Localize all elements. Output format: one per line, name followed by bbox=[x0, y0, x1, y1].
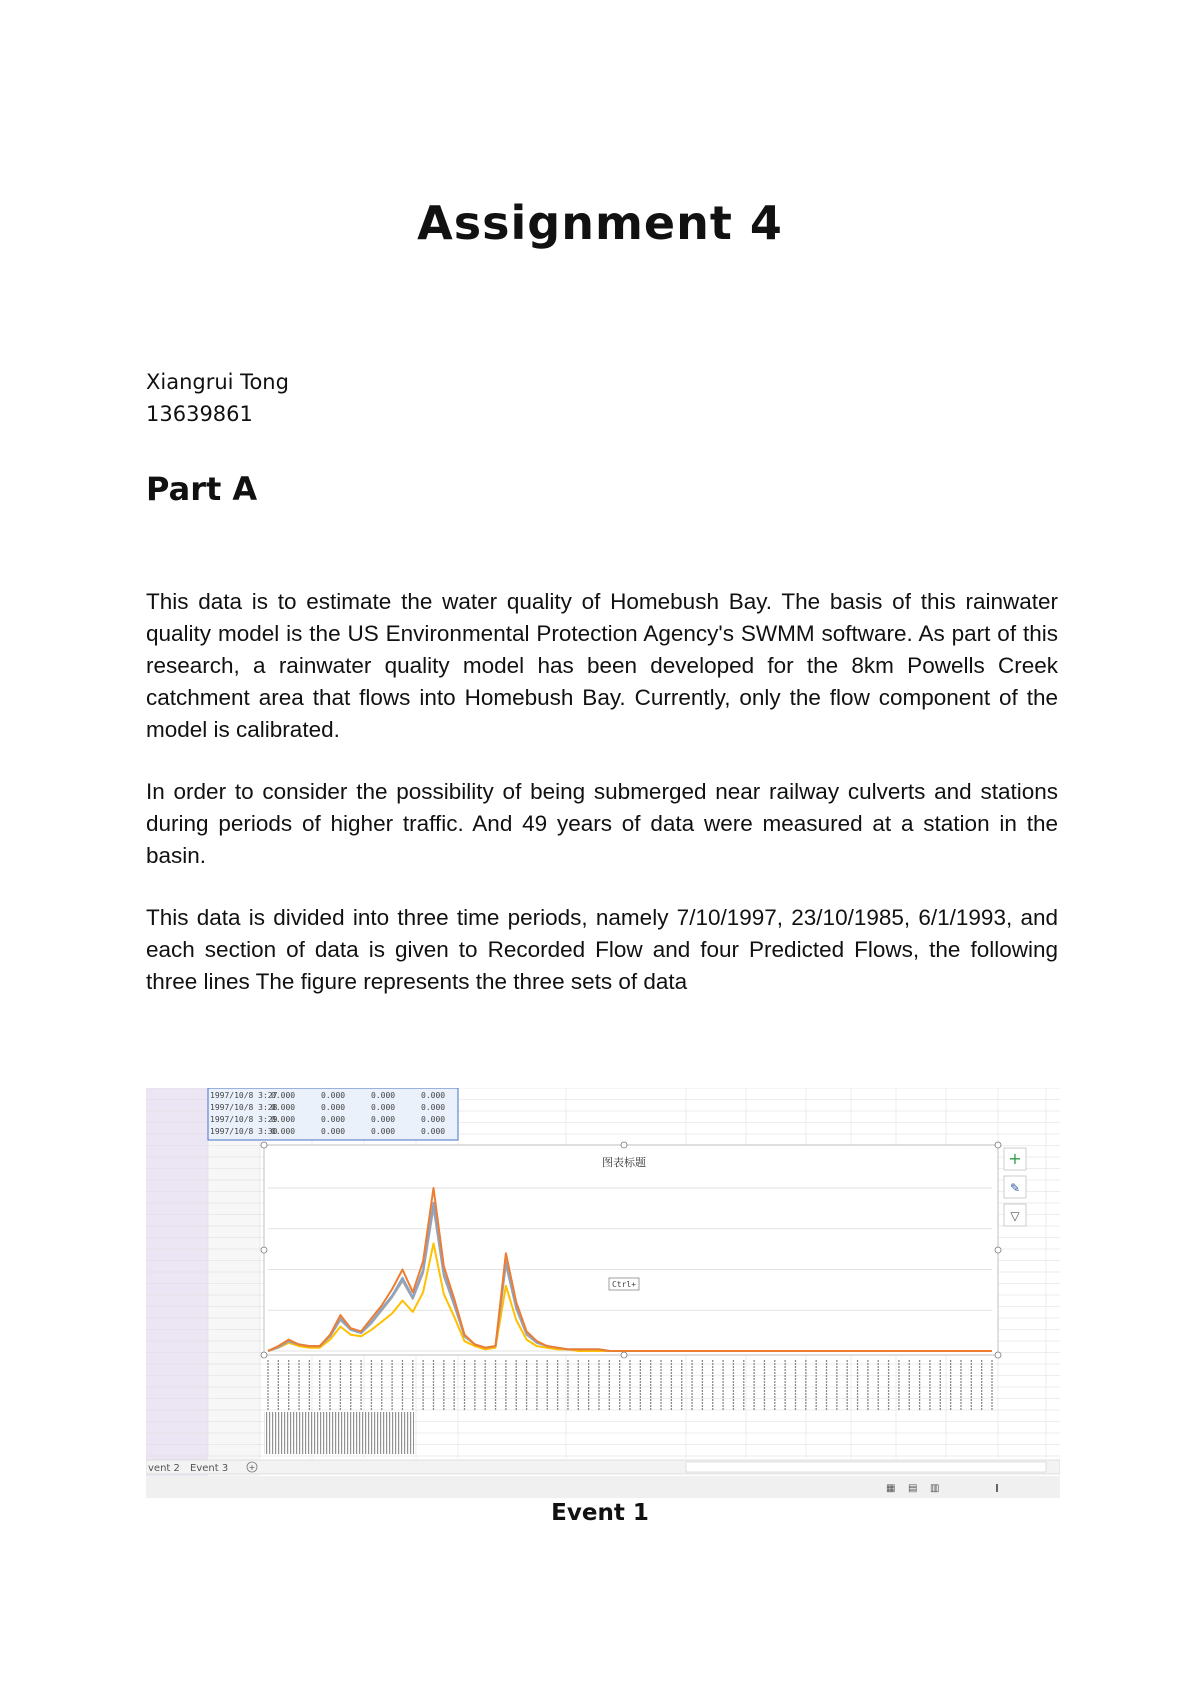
status-bar bbox=[146, 1476, 1060, 1498]
resize-handle[interactable] bbox=[261, 1247, 267, 1253]
paste-options-label: Ctrl+ bbox=[611, 1280, 637, 1289]
resize-handle[interactable] bbox=[621, 1352, 627, 1358]
zoom-slider[interactable] bbox=[996, 1484, 998, 1492]
resize-handle[interactable] bbox=[995, 1352, 1001, 1358]
resize-handle[interactable] bbox=[261, 1352, 267, 1358]
filter-icon: ▽ bbox=[1010, 1209, 1020, 1223]
page-layout-icon[interactable]: ▤ bbox=[908, 1483, 918, 1494]
brush-icon: ✎ bbox=[1009, 1181, 1021, 1195]
row-timestamp: 1997/10/8 3:27 bbox=[210, 1091, 278, 1100]
author-name: Xiangrui Tong bbox=[146, 370, 289, 394]
resize-handle[interactable] bbox=[261, 1142, 267, 1148]
chart-tools[interactable] bbox=[1004, 1148, 1026, 1226]
page-break-icon[interactable]: ▥ bbox=[930, 1483, 940, 1494]
add-sheet-icon: + bbox=[248, 1463, 256, 1472]
paragraph-2: In order to consider the possibility of being submerged near railway culverts and stations during periods of higher traffic. And 49 years of data were measured at a station in the basin. bbox=[146, 779, 1058, 868]
paragraph-1: This data is to estimate the water quality of Homebush Bay. The basis of this rainwater quality model is the US Environmental Protection Agency's SWMM software. As part of this research, a rainwater quality model has been developed for the 8km Powells Creek catchment area that flows into Homebush Bay. Currently, only the flow component of the model is calibrated. bbox=[146, 589, 1058, 742]
row-flow-value: 0.000 bbox=[371, 1103, 396, 1112]
row-flow-value: 0.000 bbox=[321, 1127, 346, 1136]
row-timestamp: 1997/10/8 3:29 bbox=[210, 1115, 278, 1124]
row-timestamp: 1997/10/8 3:28 bbox=[210, 1103, 278, 1112]
document-title: Assignment 4 bbox=[417, 196, 783, 250]
row-timestamp: 1997/10/8 3:30 bbox=[210, 1127, 278, 1136]
plus-icon: + bbox=[1008, 1149, 1022, 1168]
sheet-column-a bbox=[146, 1088, 208, 1478]
horizontal-scrollbar[interactable] bbox=[686, 1462, 1046, 1472]
paragraph-3: This data is divided into three time periods, namely 7/10/1997, 23/10/1985, 6/1/1993, and each section of data is given to Recorded Flow and four Predicted Flows, the following three lines The figure represents the three sets of data bbox=[146, 905, 1058, 994]
section-heading: Part A bbox=[146, 470, 258, 508]
sheet-tab-event-2[interactable]: vent 2 bbox=[148, 1463, 180, 1474]
row-flow-value: 0.000 bbox=[421, 1091, 446, 1100]
sheet-tab-event-3[interactable]: Event 3 bbox=[190, 1463, 229, 1474]
row-flow-value: 0.000 bbox=[321, 1115, 346, 1124]
sheet-date-column bbox=[208, 1088, 260, 1478]
resize-handle[interactable] bbox=[621, 1142, 627, 1148]
row-flow-value: 0.000 bbox=[271, 1103, 296, 1112]
chart-area[interactable] bbox=[264, 1145, 998, 1355]
overlapping-labels bbox=[264, 1412, 414, 1454]
row-flow-value: 0.000 bbox=[421, 1127, 446, 1136]
resize-handle[interactable] bbox=[995, 1247, 1001, 1253]
row-flow-value: 0.000 bbox=[271, 1091, 296, 1100]
figure-caption: Event 1 bbox=[551, 1500, 649, 1526]
resize-handle[interactable] bbox=[995, 1142, 1001, 1148]
row-flow-value: 0.000 bbox=[421, 1115, 446, 1124]
row-flow-value: 0.000 bbox=[371, 1127, 396, 1136]
row-flow-value: 0.000 bbox=[271, 1127, 296, 1136]
normal-view-icon[interactable]: ▦ bbox=[886, 1483, 896, 1494]
chart-title[interactable]: 图表标题 bbox=[602, 1156, 646, 1169]
row-flow-value: 0.000 bbox=[421, 1103, 446, 1112]
row-flow-value: 0.000 bbox=[321, 1103, 346, 1112]
author-block bbox=[146, 366, 289, 430]
row-flow-value: 0.000 bbox=[271, 1115, 296, 1124]
row-flow-value: 0.000 bbox=[321, 1091, 346, 1100]
spreadsheet-chart-screenshot bbox=[146, 1088, 1060, 1498]
student-id: 13639861 bbox=[146, 402, 253, 426]
row-flow-value: 0.000 bbox=[371, 1091, 396, 1100]
row-flow-value: 0.000 bbox=[371, 1115, 396, 1124]
